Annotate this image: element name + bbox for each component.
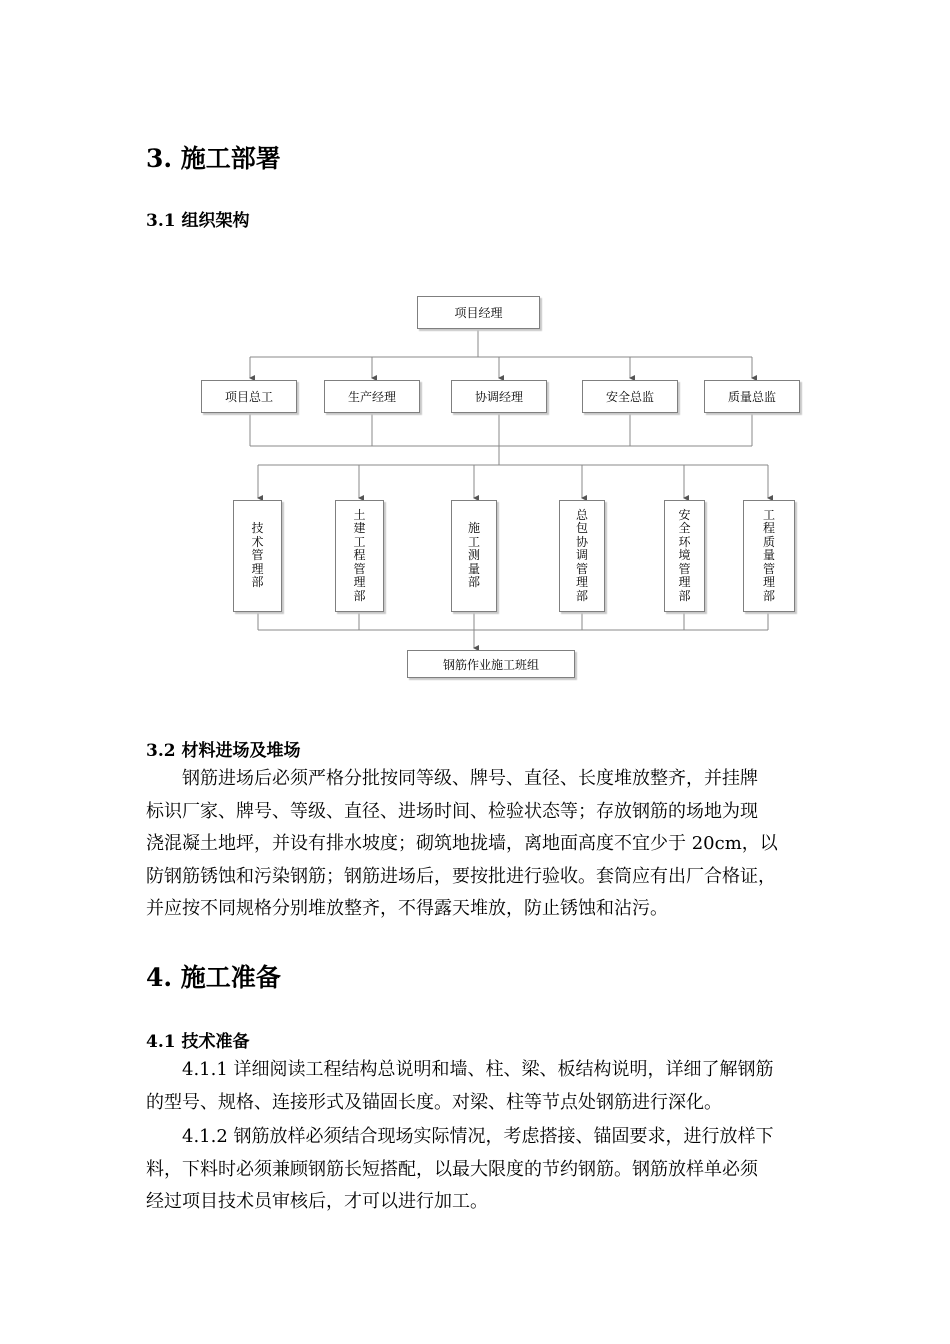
org-node-civil-dept-label: 土 建 工 程 管 理 部 <box>353 507 366 603</box>
section-3-heading: 3. 施工部署 <box>146 144 281 173</box>
org-node-coordination-dept <box>559 500 605 612</box>
section-3-1-heading: 3.1 组织架构 <box>146 211 250 231</box>
org-node-project-manager: 项目经理 <box>417 296 540 329</box>
org-node-quality-director: 质量总监 <box>704 380 800 413</box>
section-3-2-heading: 3.2 材料进场及堆场 <box>146 741 301 761</box>
org-node-civil-dept <box>335 500 384 612</box>
paragraph-line: 料，下料时必须兼顾钢筋长短搭配，以最大限度的节约钢筋。钢筋放样单必须 <box>146 1158 758 1180</box>
section-3-2-paragraph <box>146 763 806 926</box>
paragraph-line: 标识厂家、牌号、等级、直径、进场时间、检验状态等；存放钢筋的场地为现 <box>146 800 758 822</box>
paragraph-line: 经过项目技术员审核后，才可以进行加工。 <box>146 1191 488 1213</box>
org-node-safety-env-dept-label: 安 全 环 境 管 理 部 <box>678 507 691 603</box>
org-node-safety-env-dept <box>664 500 705 612</box>
section-4-1-heading: 4.1 技术准备 <box>146 1032 250 1052</box>
org-node-survey-dept-label: 施 工 测 量 部 <box>467 521 480 590</box>
org-node-rebar-team: 钢筋作业施工班组 <box>407 650 575 678</box>
org-node-tech-dept <box>233 500 282 612</box>
paragraph-line: 防钢筋锈蚀和污染钢筋；钢筋进场后，要按批进行验收。套筒应有出厂合格证， <box>146 865 776 887</box>
org-node-coordination-dept-label: 总 包 协 调 管 理 部 <box>575 507 588 603</box>
paragraph-line: 4.1.2 钢筋放样必须结合现场实际情况，考虑搭接、锚固要求，进行放样下 <box>182 1126 774 1147</box>
org-node-production-manager: 生产经理 <box>324 380 420 413</box>
org-node-safety-director: 安全总监 <box>582 380 678 413</box>
org-node-survey-dept <box>451 500 497 612</box>
section-4-heading: 4. 施工准备 <box>146 963 281 992</box>
org-node-tech-dept-label: 技 术 管 理 部 <box>251 521 264 590</box>
paragraph-line: 的型号、规格、连接形式及锚固长度。对梁、柱等节点处钢筋进行深化。 <box>146 1091 722 1113</box>
org-node-quality-dept <box>743 500 795 612</box>
paragraph-line: 并应按不同规格分别堆放整齐，不得露天堆放，防止锈蚀和沾污。 <box>146 898 668 920</box>
section-4-1-2-paragraph <box>146 1121 806 1219</box>
paragraph-line: 4.1.1 详细阅读工程结构总说明和墙、柱、梁、板结构说明，详细了解钢筋 <box>182 1059 774 1080</box>
paragraph-line: 钢筋进场后必须严格分批按同等级、牌号、直径、长度堆放整齐，并挂牌 <box>182 768 758 789</box>
paragraph-line: 浇混凝土地坪，并设有排水坡度；砌筑地拢墙，离地面高度不宜少于 20cm，以 <box>146 833 778 855</box>
section-4-1-1-paragraph <box>146 1054 806 1119</box>
org-node-quality-dept-label: 工 程 质 量 管 理 部 <box>762 507 775 603</box>
org-node-coordination-manager: 协调经理 <box>451 380 547 413</box>
org-node-chief-engineer: 项目总工 <box>201 380 297 413</box>
